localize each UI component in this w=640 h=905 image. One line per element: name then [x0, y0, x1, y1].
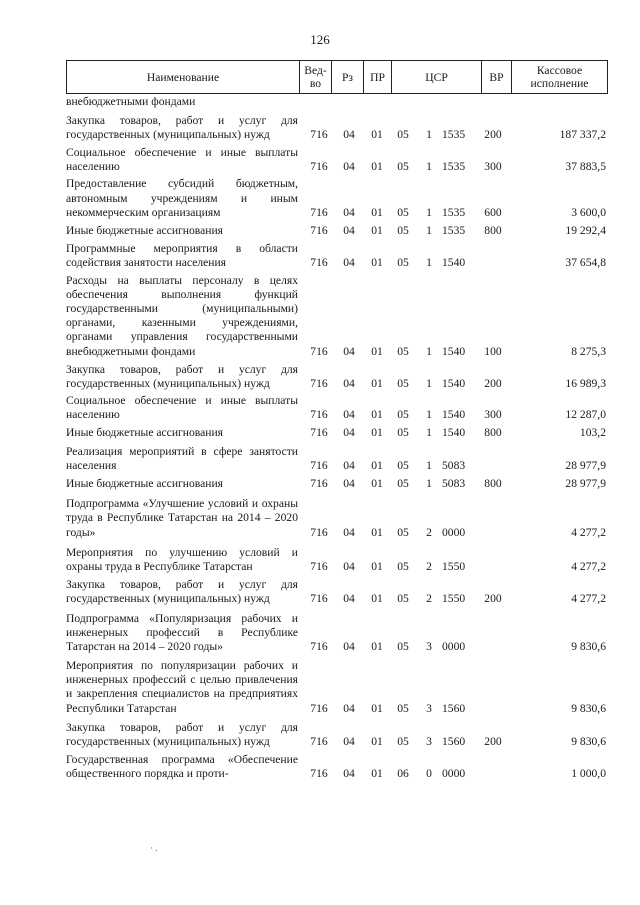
table-row: [66, 114, 608, 142]
table-row: [66, 753, 608, 781]
row-sum: 19 292,4: [565, 223, 606, 237]
row-pr: 01: [371, 701, 383, 715]
row-name: Мероприятия по улучшению условий и охраны труда в Республике Татарстан: [66, 545, 298, 573]
row-name: Реализация мероприятий в сфере занятости населения: [66, 445, 298, 473]
row-rz: 04: [343, 459, 355, 473]
row-pr: 01: [371, 223, 383, 237]
row-pr: 01: [371, 128, 383, 142]
row-ved: 716: [310, 160, 328, 174]
table-row: [66, 497, 608, 539]
table-row: [66, 426, 608, 440]
row-rz: 04: [343, 426, 355, 440]
row-rz: 04: [343, 205, 355, 219]
row-pr: 01: [371, 477, 383, 491]
row-csr-code: 1540: [442, 426, 466, 440]
row-csr-program: 06: [397, 767, 409, 781]
table-row: [66, 274, 608, 359]
row-csr-code: 1540: [442, 407, 466, 421]
header-sum: Кассовое исполнение: [511, 61, 607, 93]
row-sum: 1 000,0: [571, 767, 606, 781]
row-vr: 300: [484, 160, 502, 174]
row-csr-code: 1560: [442, 701, 466, 715]
row-ved: 716: [310, 407, 328, 421]
row-rz: 04: [343, 559, 355, 573]
row-sum: 37 654,8: [565, 256, 606, 270]
table-row: [66, 477, 608, 491]
row-vr: 600: [484, 205, 502, 219]
row-sum: 37 883,5: [565, 160, 606, 174]
row-rz: 04: [343, 407, 355, 421]
header-name: Наименование: [146, 70, 220, 84]
row-csr-subprogram: 1: [426, 376, 432, 390]
row-csr-subprogram: 1: [426, 256, 432, 270]
row-csr-subprogram: 1: [426, 344, 432, 358]
row-ved: 716: [310, 525, 328, 539]
row-pr: 01: [371, 160, 383, 174]
row-rz: 04: [343, 525, 355, 539]
row-csr-code: 1540: [442, 376, 466, 390]
table-row: [66, 394, 608, 422]
row-name: Мероприятия по популяризации рабочих и инженерных профессий с целью привлечения и закрепления специалистов на предприятиях Республики Татарстан: [66, 659, 298, 715]
row-csr-program: 05: [397, 128, 409, 142]
row-sum: 8 275,3: [571, 344, 606, 358]
row-csr-program: 05: [397, 160, 409, 174]
row-csr-program: 05: [397, 559, 409, 573]
scan-mark: · .: [150, 843, 158, 853]
row-csr-subprogram: 1: [426, 407, 432, 421]
row-sum: 9 830,6: [571, 701, 606, 715]
row-csr-code: 1550: [442, 592, 466, 605]
row-csr-code: 1540: [442, 256, 466, 270]
row-csr-code: 1550: [442, 559, 466, 573]
header-csr: ЦСР: [391, 61, 481, 93]
row-ved: 716: [310, 701, 328, 715]
row-sum: 187 337,2: [559, 128, 606, 142]
table-header: [66, 60, 608, 94]
row-name: Закупка товаров, работ и услуг для государственных (муниципальных) нужд: [66, 362, 298, 390]
row-csr-subprogram: 3: [426, 701, 432, 715]
row-ved: 716: [310, 592, 328, 605]
row-csr-code: 0000: [442, 640, 466, 654]
row-vr: 800: [484, 223, 502, 237]
row-csr-program: 05: [397, 407, 409, 421]
row-sum: 9 830,6: [571, 640, 606, 654]
row-csr-subprogram: 3: [426, 640, 432, 654]
row-sum: 16 989,3: [565, 376, 606, 390]
row-name: Программные мероприятия в области содействия занятости населения: [66, 241, 298, 269]
row-ved: 716: [310, 734, 328, 748]
row-pr: 01: [371, 205, 383, 219]
row-csr-code: 1535: [442, 160, 466, 174]
row-csr-program: 05: [397, 734, 409, 748]
row-csr-subprogram: 1: [426, 128, 432, 142]
row-ved: 716: [310, 256, 328, 270]
row-pr: 01: [371, 426, 383, 440]
row-name: Предоставление субсидий бюджетным, автономным учреждениям и иным некоммерческим организациям: [66, 177, 298, 219]
row-sum: 28 977,9: [565, 459, 606, 473]
row-vr: 200: [484, 128, 502, 142]
row-vr: 200: [484, 376, 502, 390]
row-csr-subprogram: 2: [426, 559, 432, 573]
row-pr: 01: [371, 525, 383, 539]
row-sum: 4 277,2: [571, 525, 606, 539]
table-row: [66, 363, 608, 391]
row-ved: 716: [310, 477, 328, 491]
row-sum: 28 977,9: [565, 477, 606, 491]
row-csr-subprogram: 0: [426, 767, 432, 781]
table-row: [66, 659, 608, 715]
row-rz: 04: [343, 701, 355, 715]
row-rz: 04: [343, 160, 355, 174]
row-name: Закупка товаров, работ и услуг для государственных (муниципальных) нужд: [66, 720, 298, 748]
row-csr-code: 0000: [442, 525, 466, 539]
row-ved: 716: [310, 205, 328, 219]
row-pr: 01: [371, 407, 383, 421]
row-csr-code: 1535: [442, 205, 466, 219]
row-name: Закупка товаров, работ и услуг для государственных (муниципальных) нужд: [66, 577, 298, 605]
row-rz: 04: [343, 376, 355, 390]
row-vr: 800: [484, 477, 502, 491]
row-name: Расходы на выплаты персоналу в целях обеспечения выполнения функций государственными (муниципальными) органами, казенными учреждениями, органами управления государственными внебюджетными фондами: [66, 274, 298, 358]
row-pr: 01: [371, 559, 383, 573]
row-name: внебюджетными фондами: [66, 95, 196, 108]
row-csr-subprogram: 2: [426, 592, 432, 605]
row-csr-code: 5083: [442, 477, 466, 491]
row-name: Закупка товаров, работ и услуг для государственных (муниципальных) нужд: [66, 114, 298, 142]
header-pr: ПР: [363, 61, 391, 93]
row-csr-subprogram: 1: [426, 459, 432, 473]
row-name: Подпрограмма «Улучшение условий и охраны труда в Республике Татарстан на 2014 – 2020 годы»: [66, 497, 298, 539]
row-rz: 04: [343, 344, 355, 358]
row-csr-program: 05: [397, 344, 409, 358]
row-rz: 04: [343, 767, 355, 781]
row-rz: 04: [343, 256, 355, 270]
row-ved: 716: [310, 223, 328, 237]
row-pr: 01: [371, 734, 383, 748]
table-row: [66, 146, 608, 174]
table-row: [66, 578, 608, 606]
row-rz: 04: [343, 640, 355, 654]
row-ved: 716: [310, 767, 328, 781]
row-csr-program: 05: [397, 640, 409, 654]
row-name: Иные бюджетные ассигнования: [66, 477, 223, 491]
row-ved: 716: [310, 376, 328, 390]
row-vr: 100: [484, 344, 502, 358]
row-vr: 300: [484, 407, 502, 421]
header-rz: Рз: [331, 61, 363, 93]
table-row: [66, 546, 608, 574]
row-csr-subprogram: 3: [426, 734, 432, 748]
table-row: [66, 612, 608, 654]
row-name: Иные бюджетные ассигнования: [66, 425, 223, 439]
row-rz: 04: [343, 477, 355, 491]
row-csr-program: 05: [397, 426, 409, 440]
row-csr-program: 05: [397, 223, 409, 237]
row-rz: 04: [343, 734, 355, 748]
row-pr: 01: [371, 459, 383, 473]
row-csr-subprogram: 1: [426, 477, 432, 491]
row-pr: 01: [371, 256, 383, 270]
row-pr: 01: [371, 640, 383, 654]
row-csr-subprogram: 1: [426, 426, 432, 440]
row-rz: 04: [343, 128, 355, 142]
row-ved: 716: [310, 559, 328, 573]
row-sum: 103,2: [579, 426, 606, 440]
table-row: [66, 95, 608, 109]
row-csr-subprogram: 1: [426, 223, 432, 237]
row-ved: 716: [310, 426, 328, 440]
row-ved: 716: [310, 459, 328, 473]
row-csr-subprogram: 1: [426, 160, 432, 174]
row-sum: 4 277,2: [571, 559, 606, 573]
row-ved: 716: [310, 344, 328, 358]
row-pr: 01: [371, 376, 383, 390]
row-csr-program: 05: [397, 459, 409, 473]
row-csr-program: 05: [397, 477, 409, 491]
row-sum: 3 600,0: [571, 205, 606, 219]
row-csr-code: 1535: [442, 128, 466, 142]
row-csr-program: 05: [397, 525, 409, 539]
row-sum: 9 830,6: [571, 734, 606, 748]
table-row: [66, 177, 608, 219]
table-body: [66, 95, 608, 781]
row-csr-program: 05: [397, 701, 409, 715]
row-name: Государственная программа «Обеспечение общественного порядка и проти-: [66, 752, 298, 780]
row-ved: 716: [310, 128, 328, 142]
row-sum: 4 277,2: [571, 592, 606, 605]
row-vr: 200: [484, 592, 502, 605]
row-csr-code: 1560: [442, 734, 466, 748]
row-csr-program: 05: [397, 256, 409, 270]
row-rz: 04: [343, 592, 355, 605]
row-csr-code: 1535: [442, 223, 466, 237]
row-csr-subprogram: 1: [426, 205, 432, 219]
row-rz: 04: [343, 223, 355, 237]
table-row: [66, 242, 608, 270]
row-name: Социальное обеспечение и иные выплаты населению: [66, 393, 298, 421]
page-number: 126: [310, 32, 330, 47]
row-csr-code: 1540: [442, 344, 466, 358]
row-pr: 01: [371, 592, 383, 605]
row-csr-program: 05: [397, 592, 409, 605]
header-vr: ВР: [481, 61, 511, 93]
table-row: [66, 445, 608, 473]
table-row: [66, 224, 608, 238]
row-csr-program: 05: [397, 376, 409, 390]
row-name: Иные бюджетные ассигнования: [66, 223, 223, 237]
row-ved: 716: [310, 640, 328, 654]
row-name: Подпрограмма «Популяризация рабочих и инженерных профессий в Республике Татарстан на 2014 – 2020 годы»: [66, 612, 298, 654]
row-pr: 01: [371, 767, 383, 781]
row-csr-subprogram: 2: [426, 525, 432, 539]
row-pr: 01: [371, 344, 383, 358]
table-row: [66, 721, 608, 749]
row-vr: 800: [484, 426, 502, 440]
row-csr-program: 05: [397, 205, 409, 219]
row-csr-code: 0000: [442, 767, 466, 781]
row-sum: 12 287,0: [565, 407, 606, 421]
row-name: Социальное обеспечение и иные выплаты населению: [66, 146, 298, 174]
header-ved: Вед- во: [299, 61, 331, 93]
row-vr: 200: [484, 734, 502, 748]
row-csr-code: 5083: [442, 459, 466, 473]
